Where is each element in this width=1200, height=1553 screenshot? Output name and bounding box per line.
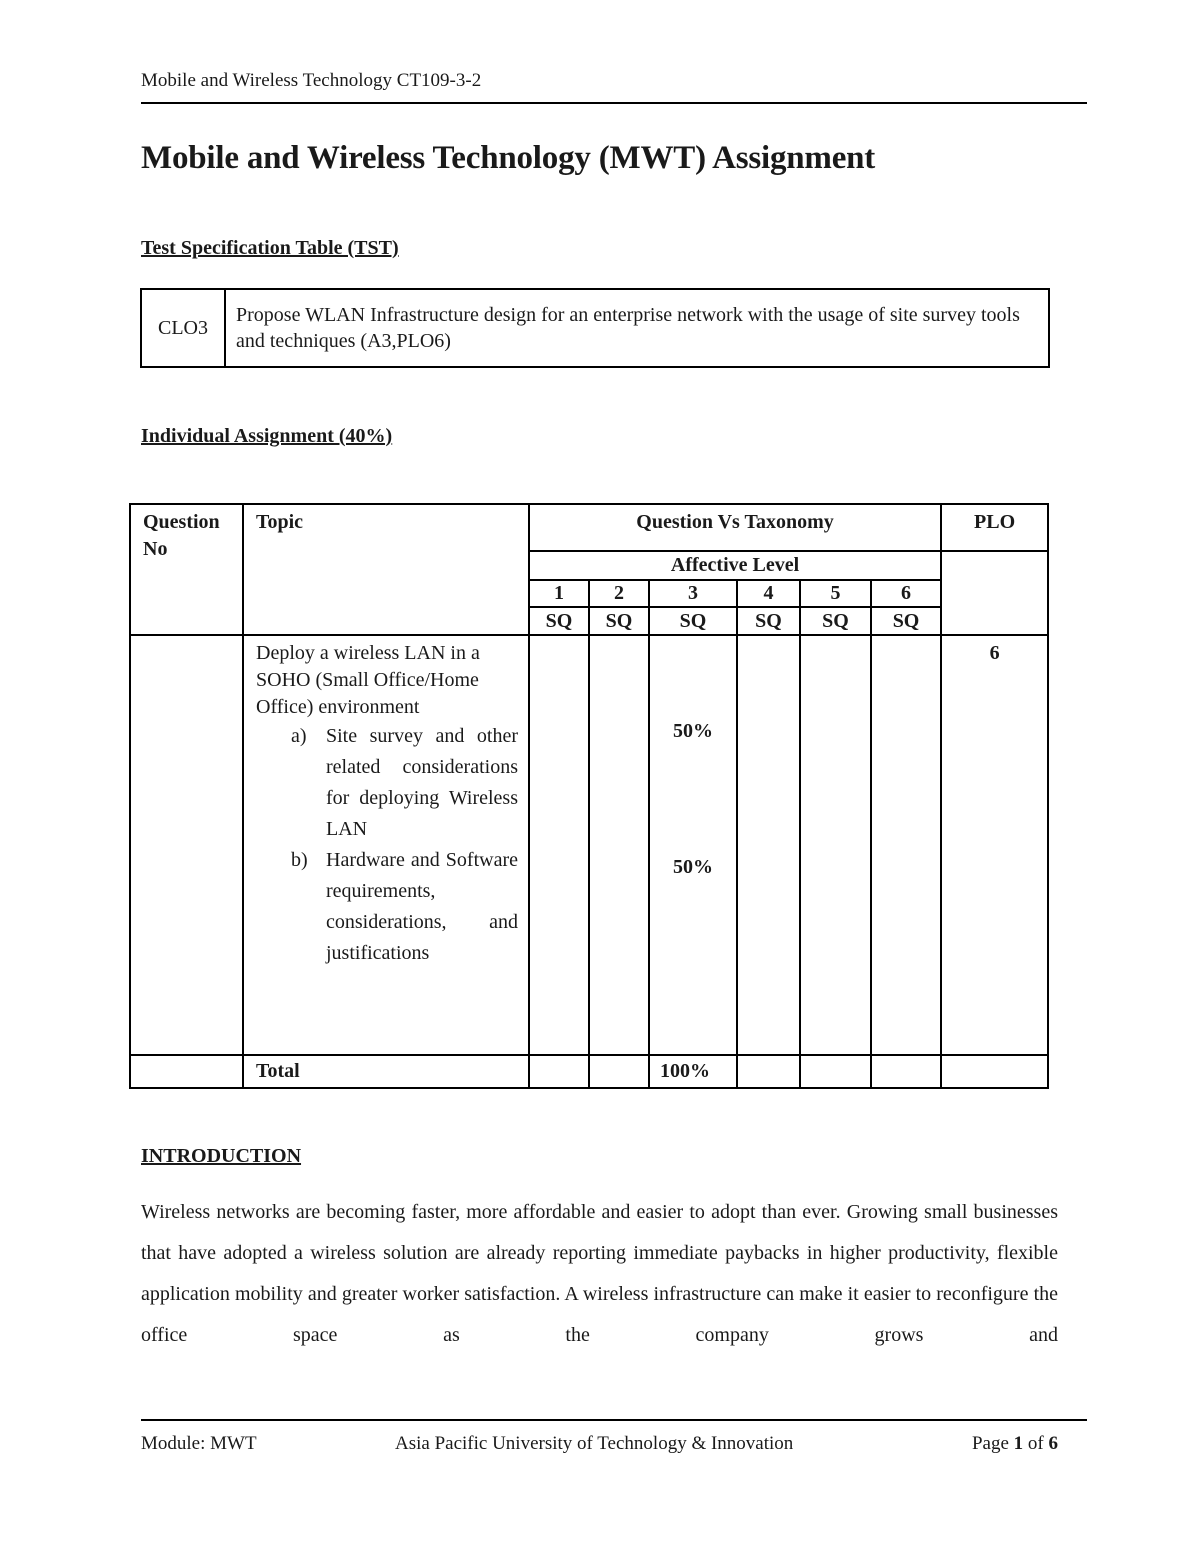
level-type: SQ	[800, 607, 871, 635]
level-type: SQ	[871, 607, 941, 635]
header-divider	[141, 102, 1087, 104]
clo-code: CLO3	[141, 289, 225, 367]
page-of: of	[1027, 1433, 1044, 1454]
list-item	[291, 845, 518, 969]
footer-page-number	[972, 1433, 1058, 1455]
header-question-no: Question No	[130, 504, 243, 635]
individual-assignment-heading: Individual Assignment (40%)	[141, 425, 393, 447]
clo-row	[141, 289, 1049, 367]
question-row	[130, 635, 1048, 1055]
total-blank	[130, 1055, 243, 1088]
list-item	[291, 721, 518, 845]
clo-table	[140, 288, 1050, 368]
header-plo: PLO	[941, 504, 1048, 551]
footer-institution: Asia Pacific University of Technology & Innovation	[395, 1433, 794, 1454]
table-header-row	[130, 504, 1048, 551]
plo-value: 6	[941, 635, 1048, 1055]
level-type: SQ	[529, 607, 589, 635]
tst-heading: Test Specification Table (TST)	[141, 237, 399, 259]
level-cell	[800, 635, 871, 1055]
list-marker: a)	[291, 725, 307, 747]
document-title: Mobile and Wireless Technology (MWT) Assignment	[141, 140, 876, 176]
page-total: 6	[1048, 1433, 1058, 1454]
page-current: 1	[1013, 1433, 1024, 1454]
topic-cell	[243, 635, 529, 1055]
level-number: 5	[800, 580, 871, 607]
question-number	[130, 635, 243, 1055]
level-cell	[529, 1055, 589, 1088]
level-cell	[589, 635, 649, 1055]
footer-divider	[141, 1419, 1087, 1421]
level-number: 2	[589, 580, 649, 607]
item-b-percentage: 50%	[673, 856, 713, 878]
header-topic: Topic	[243, 504, 529, 635]
topic-list	[256, 721, 518, 969]
level-cell	[871, 1055, 941, 1088]
introduction-paragraph: Wireless networks are becoming faster, more affordable and easier to adopt than ever. Growing small businesses that have adopted a wireless solution are already reporting immediate paybacks in higher productivity, flexible application mobility and greater worker satisfaction. A wireless infrastructure can make it easier to reconfigure the office space as the company grows and	[141, 1201, 1058, 1346]
list-marker: b)	[291, 849, 308, 871]
level-type: SQ	[649, 607, 737, 635]
level-type: SQ	[737, 607, 800, 635]
header-affective-level: Affective Level	[529, 551, 941, 580]
level-number: 6	[871, 580, 941, 607]
topic-intro: Deploy a wireless LAN in a SOHO (Small Office/Home Office) environment	[256, 642, 480, 718]
header-taxonomy: Question Vs Taxonomy	[529, 504, 941, 551]
level-number: 4	[737, 580, 800, 607]
list-item-text: Hardware and Software requirements, considerations, and justifications	[326, 849, 518, 964]
introduction-heading: INTRODUCTION	[141, 1145, 302, 1167]
level-number: 3	[649, 580, 737, 607]
running-header: Mobile and Wireless Technology CT109-3-2	[141, 70, 482, 91]
footer-module: Module: MWT	[141, 1433, 257, 1454]
level-3-cell	[649, 635, 737, 1055]
level-number: 1	[529, 580, 589, 607]
plo-header-blank	[941, 551, 1048, 635]
total-value: 100%	[649, 1055, 737, 1088]
total-label: Total	[243, 1055, 529, 1088]
level-cell	[871, 635, 941, 1055]
level-cell	[737, 635, 800, 1055]
level-cell	[800, 1055, 871, 1088]
clo-description: Propose WLAN Infrastructure design for an enterprise network with the usage of site survey tools and techniques (A3,PLO6)	[225, 289, 1049, 367]
plo-total-blank	[941, 1055, 1048, 1088]
item-a-percentage: 50%	[673, 720, 713, 742]
list-item-text: Site survey and other related considerations for deploying Wireless LAN	[326, 725, 518, 840]
level-cell	[589, 1055, 649, 1088]
level-cell	[737, 1055, 800, 1088]
level-type: SQ	[589, 607, 649, 635]
test-specification-table	[129, 503, 1049, 1089]
level-cell	[529, 635, 589, 1055]
total-row	[130, 1055, 1048, 1088]
page-label: Page	[971, 1433, 1009, 1454]
